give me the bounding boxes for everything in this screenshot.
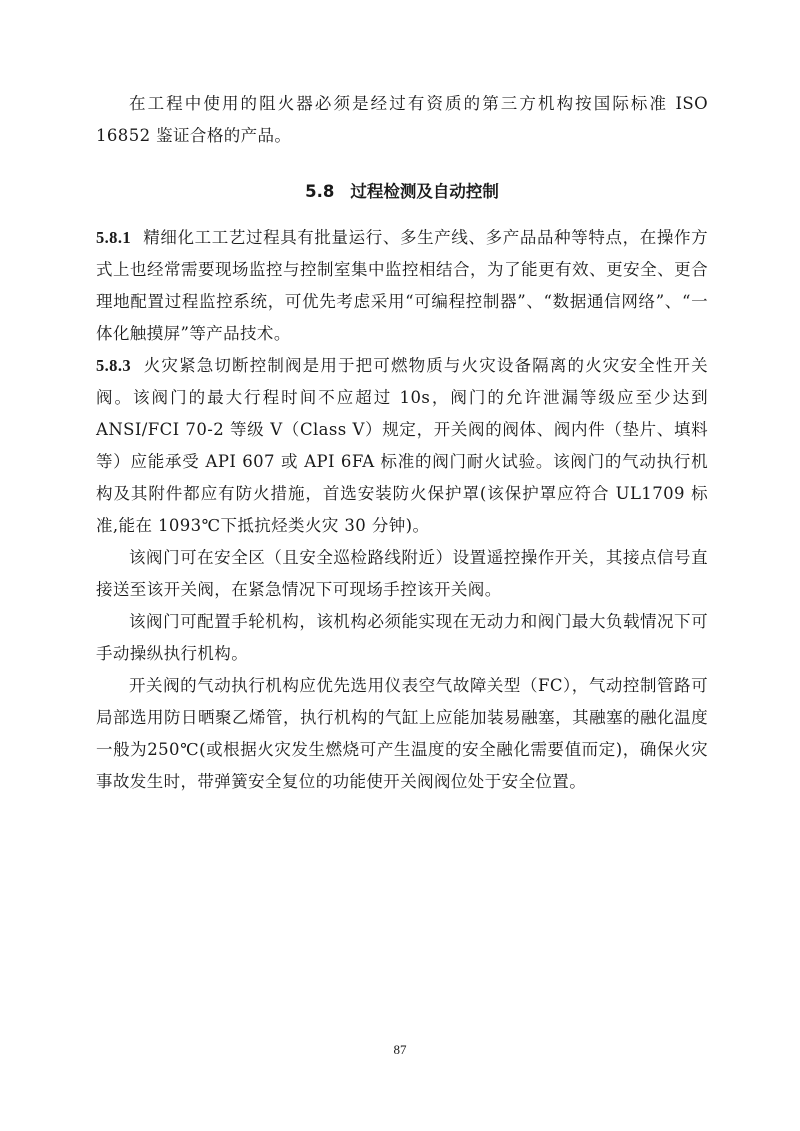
body-paragraph: 该阀门可配置手轮机构，该机构必须能实现在无动力和阀门最大负载情况下可手动操纵执行机构。: [96, 612, 708, 663]
section-heading: [96, 176, 708, 208]
section-title: 过程检测及自动控制: [350, 182, 499, 201]
clause-number: 5.8.1: [96, 228, 131, 247]
section-number: 5.8: [305, 182, 335, 201]
clause-number: 5.8.3: [96, 356, 131, 375]
intro-paragraph: 在工程中使用的阻火器必须是经过有资质的第三方机构按国际标准 ISO 16852 鉴证合格的产品。: [96, 94, 708, 145]
document-page: [96, 88, 708, 798]
clause-5-8-1: [96, 222, 708, 350]
clause-5-8-3: [96, 350, 708, 542]
page-number: 87: [393, 1042, 407, 1057]
clause-text: 精细化工工艺过程具有批量运行、多生产线、多产品品种等特点，在操作方式上也经常需要现场监控与控制室集中监控相结合，为了能更有效、更安全、更合理地配置过程监控系统，可优先考虑采用“可编程控制器”、“数据通信网络”、“一体化触摸屏”等产品技术。: [96, 228, 708, 343]
body-paragraph: 该阀门可在安全区（且安全巡检路线附近）设置遥控操作开关，其接点信号直接送至该开关阀，在紧急情况下可现场手控该开关阀。: [96, 548, 708, 599]
clause-text: 火灾紧急切断控制阀是用于把可燃物质与火灾设备隔离的火灾安全性开关阀。该阀门的最大行程时间不应超过 10s，阀门的允许泄漏等级应至少达到 ANSI/FCI 70-2 等级 V（Class V）规定，开关阀的阀体、阀内件（垫片、填料等）应能承受 API 607 或 API 6FA 标准的阀门耐火试验。该阀门的气动执行机构及其附件都应有防火措施，首选安装防火保护罩(该保护罩应符合 UL1709 标准,能在 1093℃下抵抗烃类火灾 30 分钟)。: [96, 356, 708, 535]
body-paragraph: 开关阀的气动执行机构应优先选用仪表空气故障关型（FC），气动控制管路可局部选用防日晒聚乙烯管，执行机构的气缸上应能加装易融塞，其融塞的融化温度一般为250℃(或根据火灾发生燃烧可产生温度的安全融化需要值而定)，确保火灾事故发生时，带弹簧安全复位的功能使开关阀阀位处于安全位置。: [96, 676, 708, 791]
